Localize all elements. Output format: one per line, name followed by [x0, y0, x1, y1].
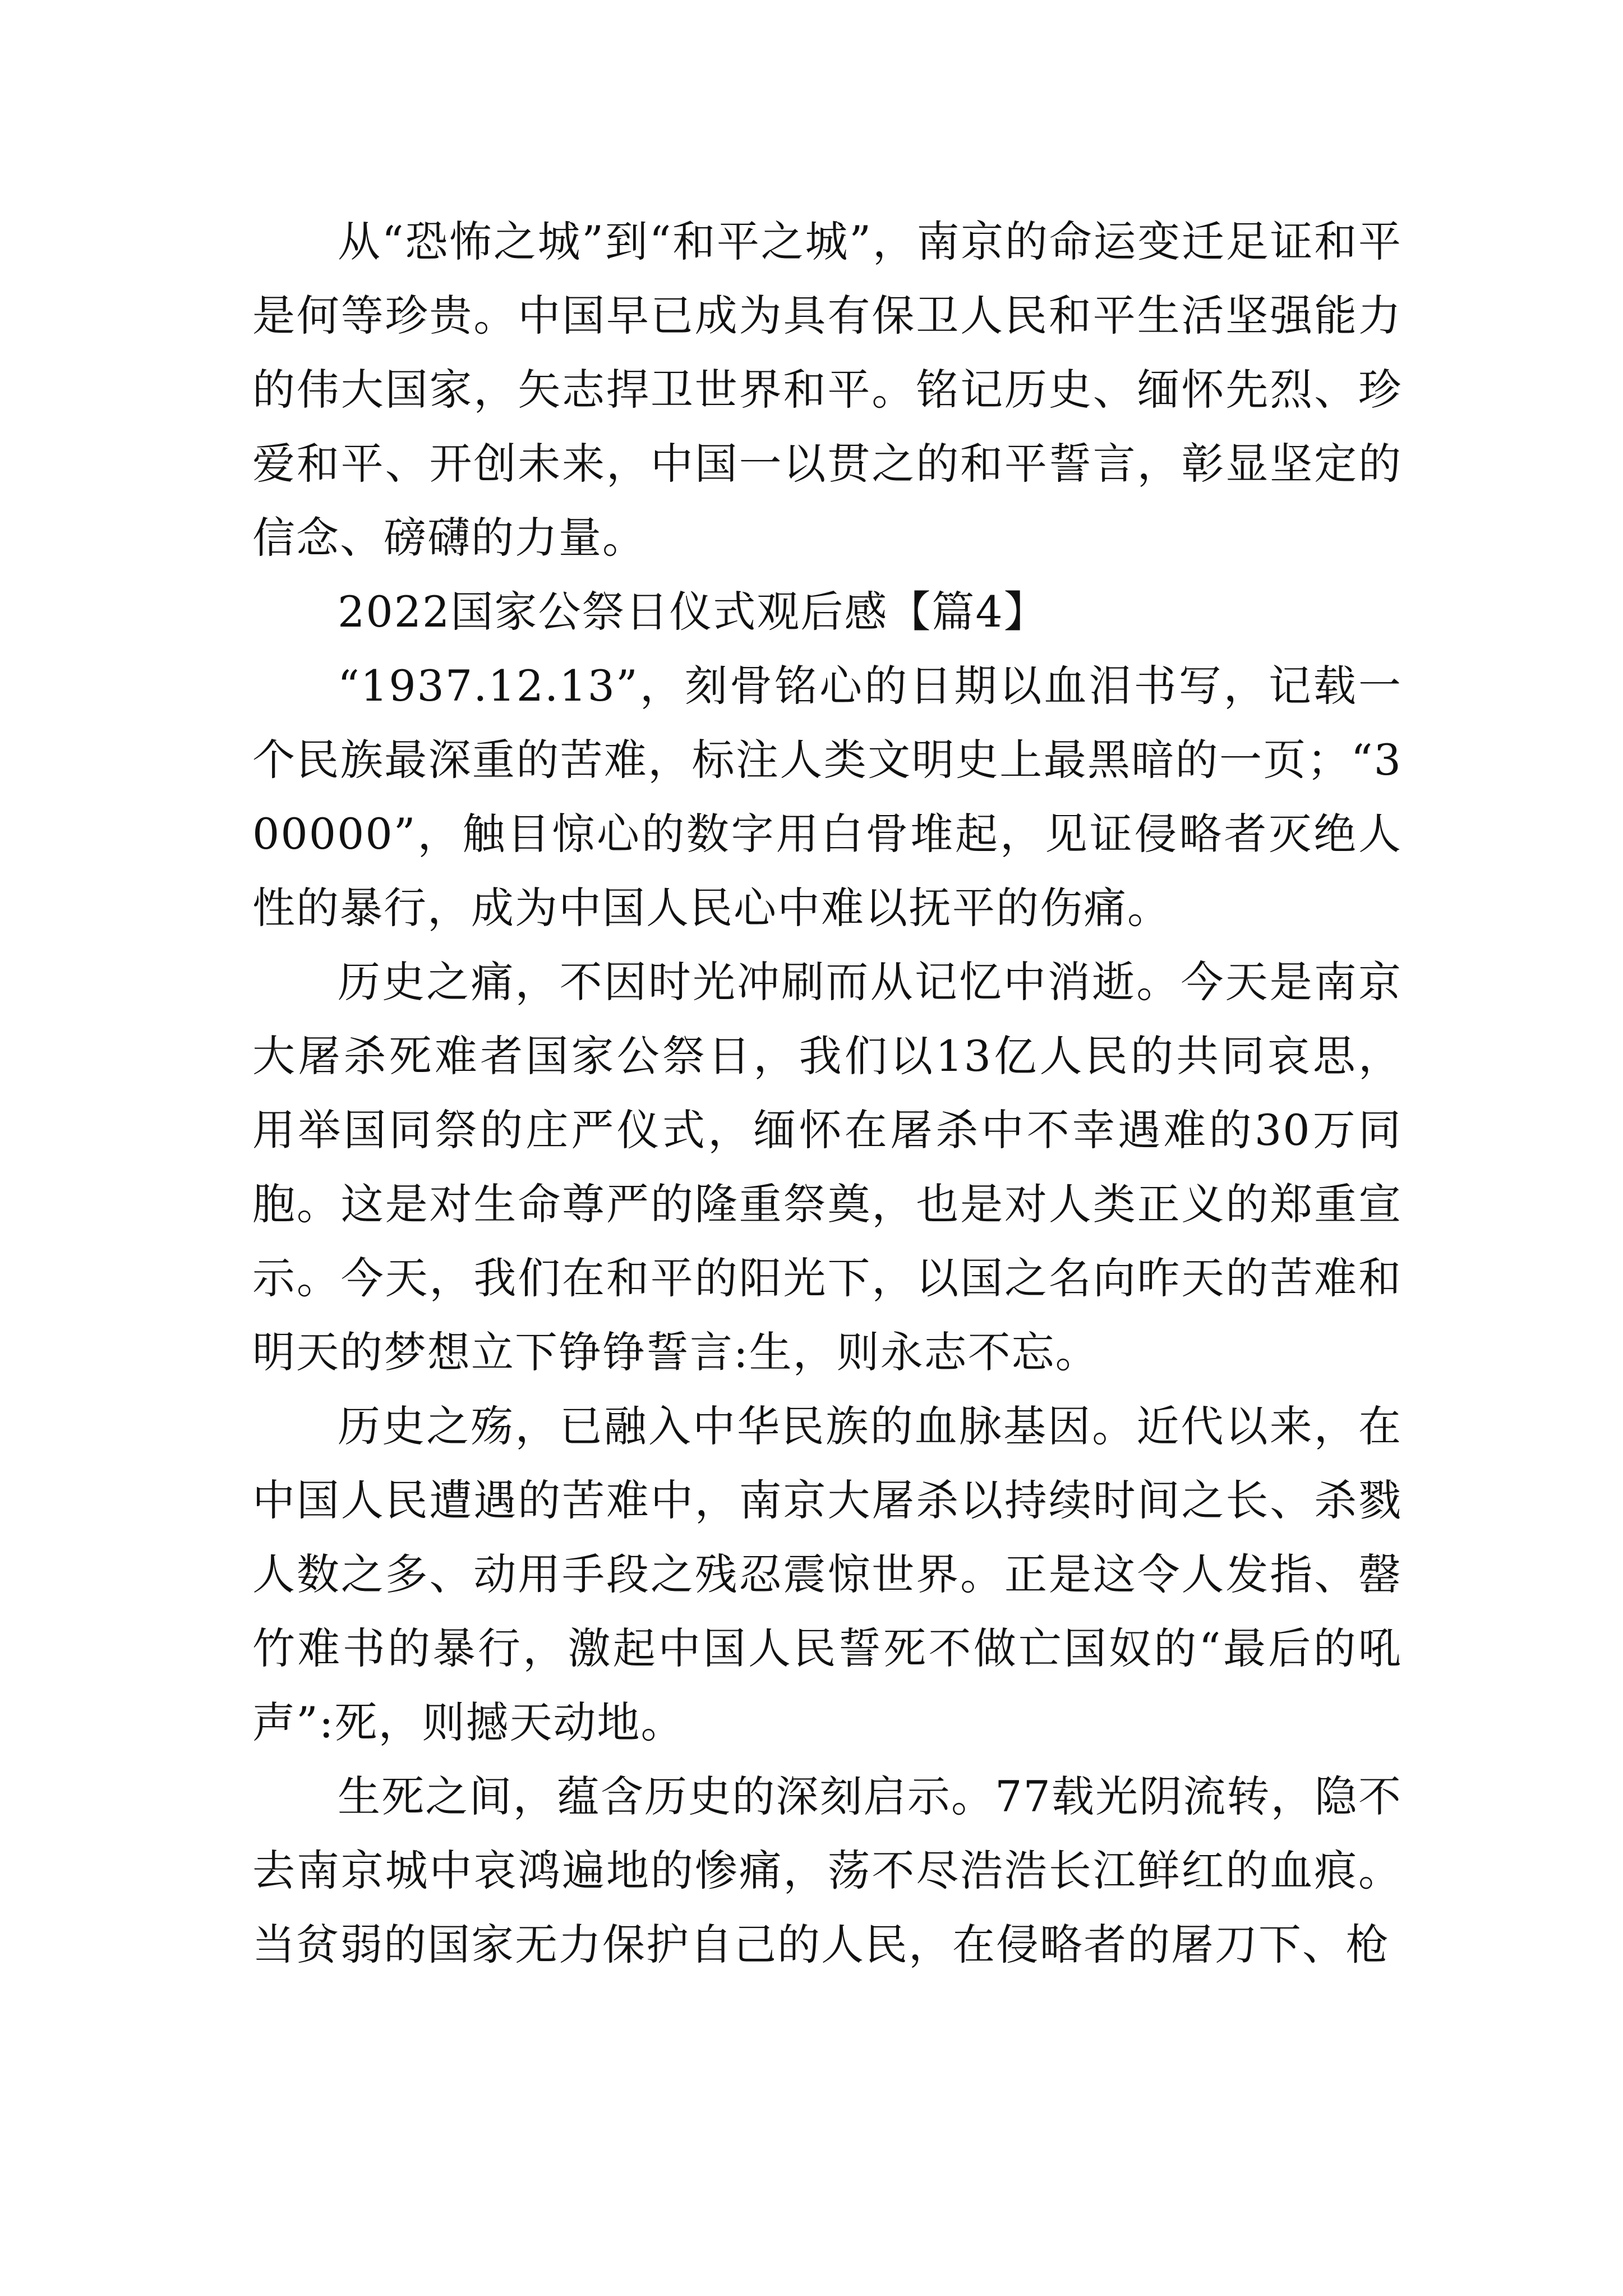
paragraph-history-wound: 历史之殇，已融入中华民族的血脉基因。近代以来，在中国人民遭遇的苦难中，南京大屠杀以持续时间之长、杀戮人数之多、动用手段之残忍震惊世界。正是这令人发指、罄竹难书的暴行，激起中国人民誓死不做亡国奴的“最后的吼声”:死，则撼天动地。: [252, 1401, 1402, 1747]
paragraph-date-1937: “1937.12.13”，刻骨铭心的日期以血泪书写，记载一个民族最深重的苦难，标注人类文明史上最黑暗的一页；“300000”，触目惊心的数字用白骨堆起，见证侵略者灭绝人性的暴行，成为中国人民心中难以抚平的伤痛。: [252, 661, 1402, 933]
section-heading: 2022国家公祭日仪式观后感【篇4】: [338, 587, 1048, 637]
paragraph-life-death: 生死之间，蕴含历史的深刻启示。77载光阴流转，隐不去南京城中哀鸿遍地的惨痛，荡不尽浩浩长江鲜红的血痕。当贫弱的国家无力保护自己的人民，在侵略者的屠刀下、枪: [252, 1772, 1402, 1970]
document-body: [252, 205, 1402, 1982]
paragraph-peace-city: 从“恐怖之城”到“和平之城”，南京的命运变迁足证和平是何等珍贵。中国早已成为具有保卫人民和平生活坚强能力的伟大国家，矢志捍卫世界和平。铭记历史、缅怀先烈、珍爱和平、开创未来，中国一以贯之的和平誓言，彰显坚定的信念、磅礴的力量。: [252, 217, 1402, 563]
paragraph-history-pain: 历史之痛，不因时光冲刷而从记忆中消逝。今天是南京大屠杀死难者国家公祭日，我们以13亿人民的共同哀思，用举国同祭的庄严仪式，缅怀在屠杀中不幸遇难的30万同胞。这是对生命尊严的隆重祭奠，也是对人类正义的郑重宣示。今天，我们在和平的阳光下，以国之名向昨天的苦难和明天的梦想立下铮铮誓言:生，则永志不忘。: [252, 957, 1402, 1377]
